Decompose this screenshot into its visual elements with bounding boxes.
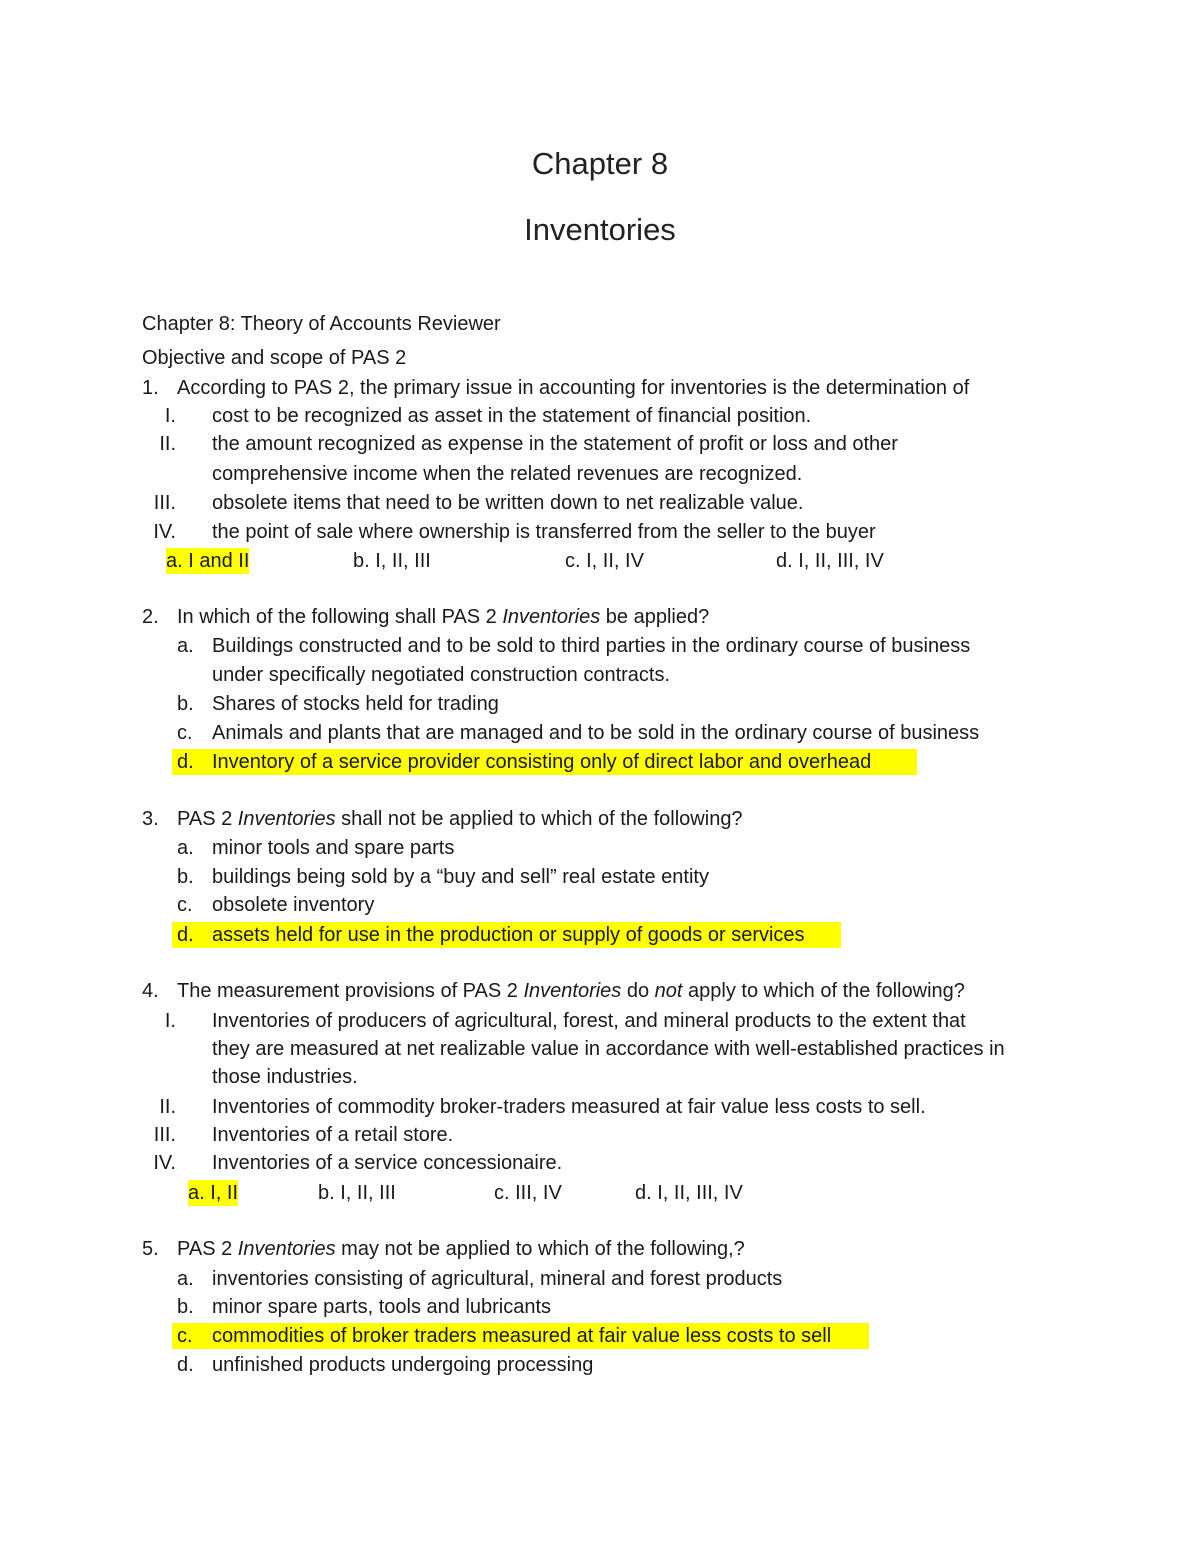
item-text: the point of sale where ownership is transferred from the seller to the buyer bbox=[212, 521, 876, 543]
page-title: Chapter 8 bbox=[531, 146, 669, 181]
answer-choice-correct: a. I and II bbox=[166, 550, 250, 572]
item-text-cont: those industries. bbox=[212, 1066, 358, 1088]
answer-choice-correct: a. I, II bbox=[188, 1182, 239, 1204]
option-text: Buildings constructed and to be sold to third parties in the ordinary course of business bbox=[212, 635, 971, 657]
option-mark: a. bbox=[177, 1268, 194, 1290]
item-text-cont: comprehensive income when the related revenues are recognized. bbox=[212, 463, 803, 485]
option-mark: d. bbox=[177, 1354, 194, 1376]
option-text: obsolete inventory bbox=[212, 894, 375, 916]
item-mark: IV. bbox=[153, 521, 176, 543]
option-mark: b. bbox=[177, 1296, 194, 1318]
item-text: obsolete items that need to be written down to net realizable value. bbox=[212, 492, 804, 514]
answer-choice: d. I, II, III, IV bbox=[635, 1182, 743, 1204]
answer-choice: d. I, II, III, IV bbox=[776, 550, 884, 572]
option-text-cont: under specifically negotiated construction contracts. bbox=[212, 664, 671, 686]
question-text: PAS 2 Inventories may not be applied to which of the following,? bbox=[177, 1238, 745, 1260]
item-text: cost to be recognized as asset in the statement of financial position. bbox=[212, 405, 812, 427]
item-mark: III. bbox=[153, 492, 176, 514]
option-mark: c. bbox=[177, 894, 193, 916]
option-text: minor spare parts, tools and lubricants bbox=[212, 1296, 552, 1318]
item-mark: II. bbox=[159, 1096, 176, 1118]
question-text: In which of the following shall PAS 2 Inventories be applied? bbox=[177, 606, 710, 628]
option-mark: b. bbox=[177, 693, 194, 715]
option-text-correct: assets held for use in the production or supply of goods or services bbox=[212, 924, 805, 946]
option-mark: c. bbox=[177, 1325, 193, 1347]
option-text: unfinished products undergoing processing bbox=[212, 1354, 594, 1376]
item-text: Inventories of producers of agricultural, forest, and mineral products to the extent that bbox=[212, 1010, 966, 1032]
answer-choice: b. I, II, III bbox=[318, 1182, 396, 1204]
answer-choice: c. III, IV bbox=[494, 1182, 562, 1204]
option-text: Shares of stocks held for trading bbox=[212, 693, 499, 715]
option-text-correct: commodities of broker traders measured at fair value less costs to sell bbox=[212, 1325, 832, 1347]
option-mark: a. bbox=[177, 635, 194, 657]
item-mark: III. bbox=[153, 1124, 176, 1146]
option-mark: a. bbox=[177, 837, 194, 859]
option-text: Animals and plants that are managed and to be sold in the ordinary course of business bbox=[212, 722, 980, 744]
item-mark: II. bbox=[159, 433, 176, 455]
page-subtitle: Inventories bbox=[524, 212, 676, 247]
question-text: According to PAS 2, the primary issue in accounting for inventories is the determination of bbox=[177, 377, 970, 399]
document-heading: Chapter 8: Theory of Accounts Reviewer bbox=[142, 313, 501, 335]
item-mark: IV. bbox=[153, 1152, 176, 1174]
answer-choice: c. I, II, IV bbox=[565, 550, 644, 572]
item-text: Inventories of commodity broker-traders measured at fair value less costs to sell. bbox=[212, 1096, 926, 1118]
item-mark: I. bbox=[164, 1010, 176, 1032]
question-number: 3. bbox=[142, 808, 159, 830]
item-text: the amount recognized as expense in the statement of profit or loss and other bbox=[212, 433, 898, 455]
question-number: 1. bbox=[142, 377, 159, 399]
option-text: minor tools and spare parts bbox=[212, 837, 455, 859]
question-number: 2. bbox=[142, 606, 159, 628]
question-text: The measurement provisions of PAS 2 Inventories do not apply to which of the following? bbox=[177, 980, 965, 1002]
option-mark: d. bbox=[177, 924, 194, 946]
option-mark: d. bbox=[177, 751, 194, 773]
section-heading: Objective and scope of PAS 2 bbox=[142, 347, 407, 369]
item-mark: I. bbox=[164, 405, 176, 427]
option-mark: c. bbox=[177, 722, 193, 744]
question-number: 5. bbox=[142, 1238, 159, 1260]
option-text: inventories consisting of agricultural, mineral and forest products bbox=[212, 1268, 783, 1290]
item-text: Inventories of a retail store. bbox=[212, 1124, 454, 1146]
option-text-correct: Inventory of a service provider consisting only of direct labor and overhead bbox=[212, 751, 872, 773]
option-mark: b. bbox=[177, 866, 194, 888]
option-text: buildings being sold by a “buy and sell” real estate entity bbox=[212, 866, 709, 888]
item-text-cont: they are measured at net realizable value in accordance with well-established practices in bbox=[212, 1038, 1005, 1060]
answer-choice: b. I, II, III bbox=[353, 550, 431, 572]
question-text: PAS 2 Inventories shall not be applied to which of the following? bbox=[177, 808, 743, 830]
question-number: 4. bbox=[142, 980, 159, 1002]
item-text: Inventories of a service concessionaire. bbox=[212, 1152, 563, 1174]
